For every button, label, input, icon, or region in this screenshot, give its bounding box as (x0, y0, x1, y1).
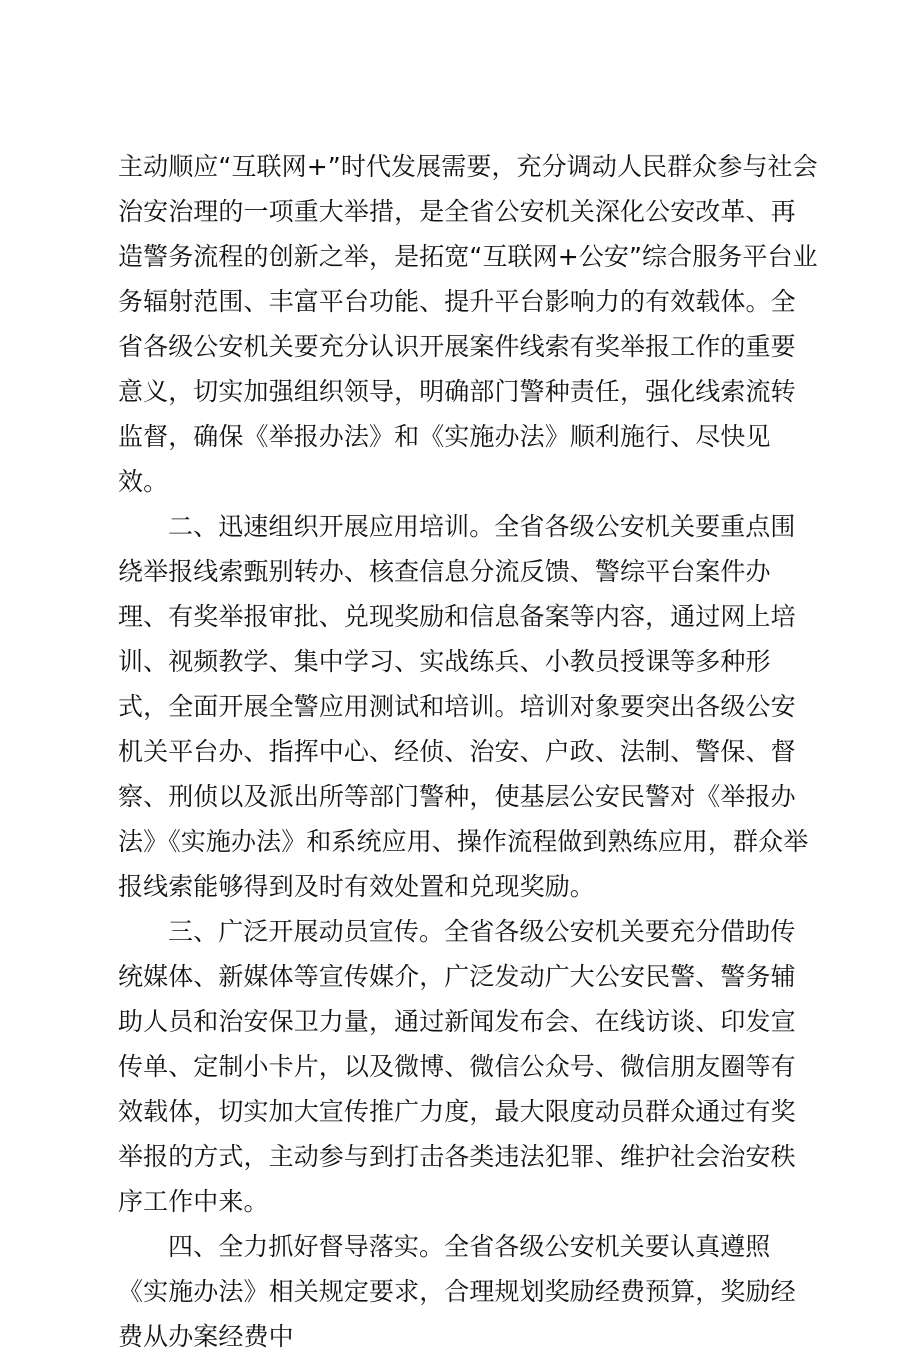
document-body (118, 144, 818, 1359)
paragraph-supervision: 四、全力抓好督导落实。全省各级公安机关要认真遵照《实施办法》相关规定要求，合理规划奖励经费预算，奖励经费从办案经费中 (118, 1232, 796, 1351)
paragraph-continuation: 主动顺应“互联网+”时代发展需要，充分调动人民群众参与社会治安治理的一项重大举措，是全省公安机关深化公安改革、再造警务流程的创新之举，是拓宽“互联网+公安”综合服务平台业务辐射范围、丰富平台功能、提升平台影响力的有效载体。全省各级公安机关要充分认识开展案件线索有奖举报工作的重要意义，切实加强组织领导，明确部门警种责任，强化线索流转监督，确保《举报办法》和《实施办法》顺利施行、尽快见效。 (118, 152, 818, 496)
paragraph-publicity: 三、广泛开展动员宣传。全省各级公安机关要充分借助传统媒体、新媒体等宣传媒介，广泛发动广大公安民警、警务辅助人员和治安保卫力量，通过新闻发布会、在线访谈、印发宣传单、定制小卡片，以及微博、微信公众号、微信朋友圈等有效载体，切实加大宣传推广力度，最大限度动员群众通过有奖举报的方式，主动参与到打击各类违法犯罪、维护社会治安秩序工作中来。 (118, 917, 796, 1216)
paragraph-training: 二、迅速组织开展应用培训。全省各级公安机关要重点围绕举报线索甄别转办、核查信息分流反馈、警综平台案件办理、有奖举报审批、兑现奖励和信息备案等内容，通过网上培训、视频教学、集中学习、实战练兵、小教员授课等多种形式，全面开展全警应用测试和培训。培训对象要突出各级公安机关平台办、指挥中心、经侦、治安、户政、法制、警保、督察、刑侦以及派出所等部门警种，使基层公安民警对《举报办法》《实施办法》和系统应用、操作流程做到熟练应用，群众举报线索能够得到及时有效处置和兑现奖励。 (118, 512, 809, 901)
